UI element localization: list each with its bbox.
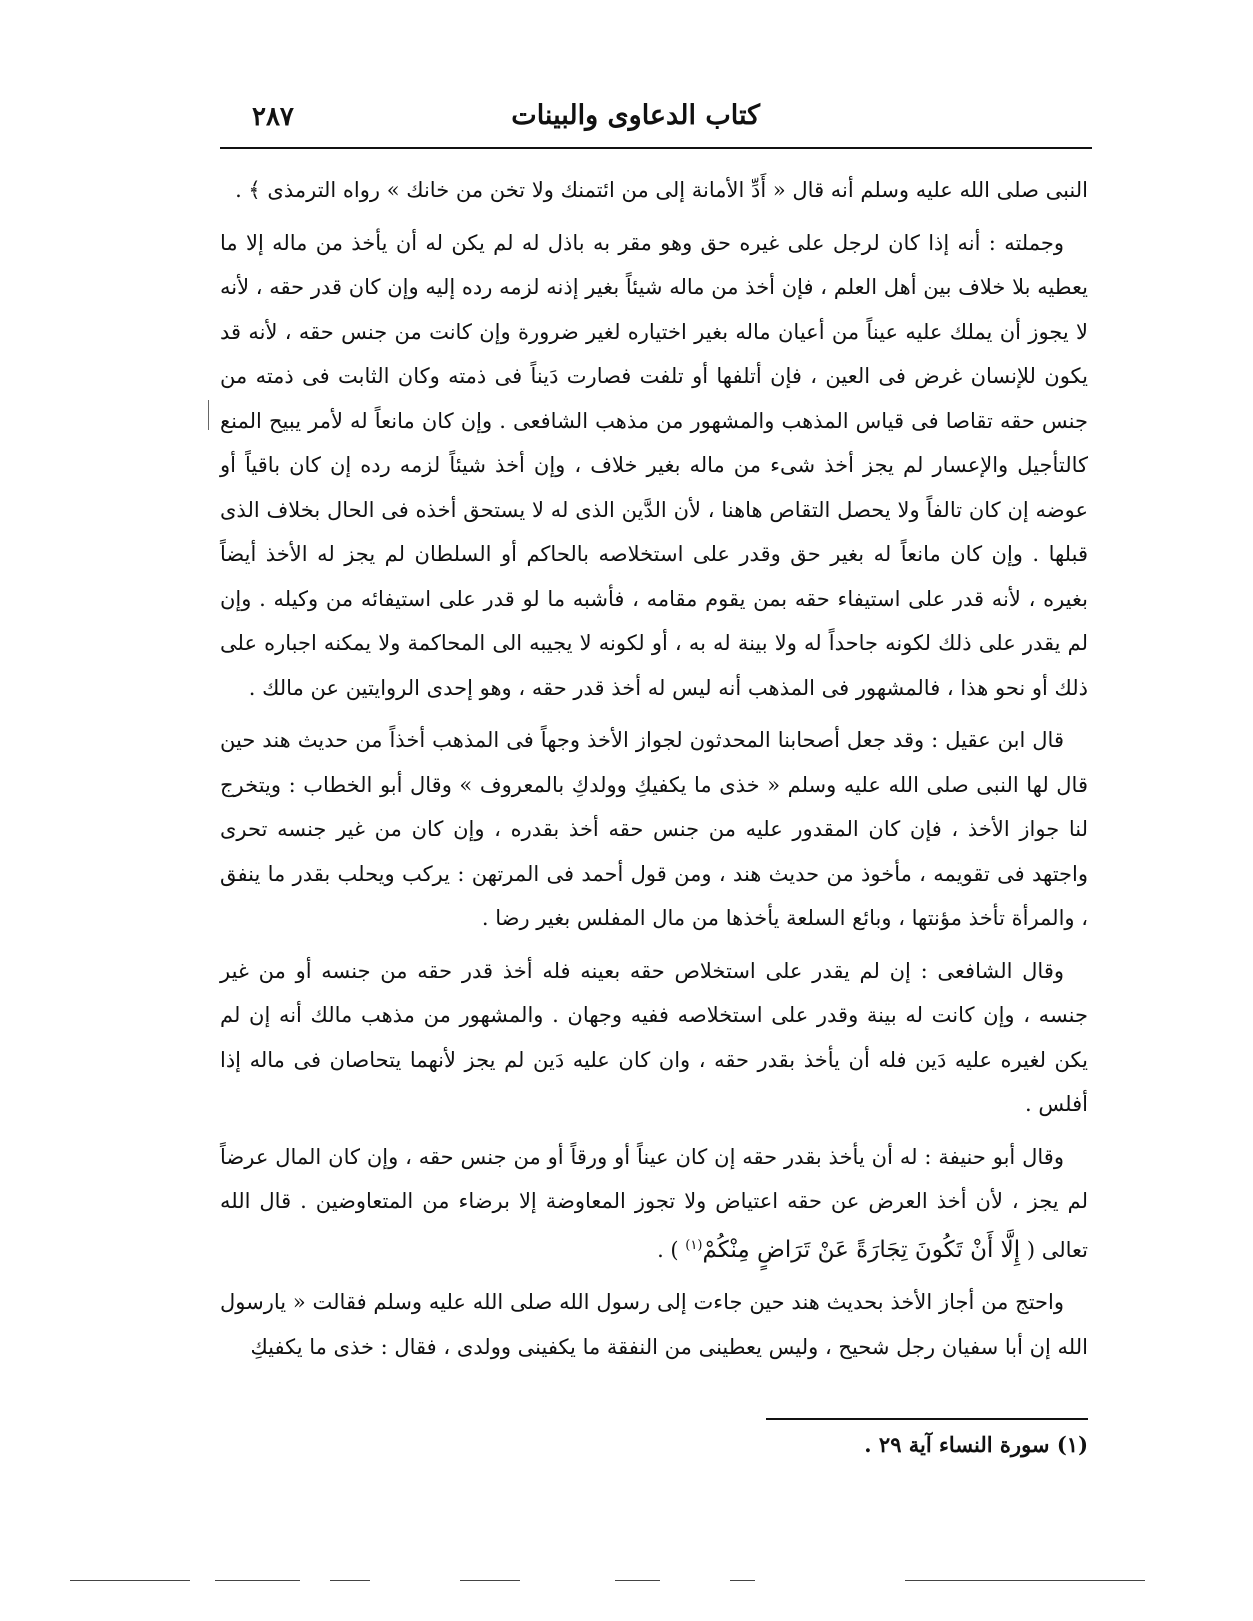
page-title: كتاب الدعاوى والبينات — [511, 100, 760, 131]
abu-hanifa-text: وقال أبو حنيفة : له أن يأخذ بقدر حقه إن كان عيناً أو ورقاً أو من جنس حقه ، وإن كان المال عرضاً لم يجز ، لأن أخذ العرض عن حقه اعتياض ولا تجوز المعاوضة إلا برضاء من المتعاوضين . قال الله تعالى ( — [220, 1144, 1088, 1262]
scan-artifact-line — [330, 1580, 370, 1581]
paragraph-hadith-continuation: النبى صلى الله عليه وسلم أنه قال « أَدِّ الأمانة إلى من ائتمنك ولا تخن من خانك » رواه الترمذى ﴾ . — [235, 178, 1088, 202]
scan-artifact-line — [730, 1580, 755, 1581]
scan-artifact-line — [460, 1580, 520, 1581]
quran-verse: إِلَّا أَنْ تَكُونَ تِجَارَةً عَنْ تَرَاضٍ مِنْكُمْ — [702, 1236, 1021, 1263]
paragraph-ibn-aqil: قال ابن عقيل : وقد جعل أصحابنا المحدثون لجواز الأخذ وجهاً فى المذهب أخذاً من حديث هند حين قال لها النبى صلى الله عليه وسلم « خذى ما يكفيكِ وولدكِ بالمعروف » وقال أبو الخطاب : ويتخرج لنا جواز الأخذ ، فإن كان المقدور عليه من جنس حقه أخذ بقدره ، وإن كان من غير جنسه تحرى واجتهد فى تقويمه ، مأخوذ من حديث هند ، ومن قول أحمد فى المرتهن : يركب ويحلب بقدر ما ينفق ، والمرأة تأخذ مؤنتها ، وبائع السلعة يأخذها من مال المفلس بغير رضا . — [220, 728, 1088, 930]
paragraph-summary: وجملته : أنه إذا كان لرجل على غيره حق وهو مقر به باذل له لم يكن له أن يأخذ من ماله إلا ما يعطيه بلا خلاف بين أهل العلم ، فإن أخذ من ماله شيئاً بغير إذنه لزمه رده إليه وإن كان قدر حقه ، لأنه لا يجوز أن يملك عليه عيناً من أعيان ماله بغير اختياره لغير ضرورة وإن كانت من جنس حقه ، لأنه قد يكون للإنسان غرض فى العين ، فإن أتلفها أو تلفت فصارت دَيناً فى ذمته وكان الثابت فى ذمته من جنس حقه تقاصا فى قياس المذهب والمشهور من مذهب الشافعى . وإن كان مانعاً له لأمر يبيح المنع كالتأجيل والإعسار لم يجز أخذ شىء من ماله بغير خلاف ، وإن أخذ شيئاً لزمه رده إن كان باقياً أو عوضه إن كان تالفاً ولا يحصل التقاص هاهنا ، لأن الدَّين الذى له لا يستحق أخذه فى الحال بخلاف الذى قبلها . وإن كان مانعاً له بغير حق وقدر على استخلاصه بالحاكم أو السلطان لم يجز له الأخذ أيضاً بغيره ، لأنه قدر على استيفاء حقه بمن يقوم مقامه ، فأشبه ما لو قدر على استيفائه من وكيله . وإن لم يقدر على ذلك لكونه جاحداً له ولا بينة له به ، أو لكونه لا يجيبه الى المحاكمة ولا يمكنه اجباره على ذلك أو نحو هذا ، فالمشهور فى المذهب أنه ليس له أخذ قدر حقه ، وهو إحدى الروايتين عن مالك . — [220, 230, 1088, 700]
paragraph-abu-hanifa — [220, 1135, 1088, 1273]
footnote-marker: (١) — [685, 1237, 703, 1253]
scan-artifact-line — [905, 1580, 1145, 1581]
paragraph-hind-hadith: واحتج من أجاز الأخذ بحديث هند حين جاءت إلى رسول الله صلى الله عليه وسلم فقالت « يارسول الله إن أبا سفيان رجل شحيح ، وليس يعطينى من النفقة ما يكفينى وولدى ، فقال : خذى ما يكفيكِ — [220, 1290, 1088, 1359]
footnote-divider — [766, 1418, 1088, 1420]
scan-artifact-line — [615, 1580, 660, 1581]
margin-mark — [208, 400, 209, 430]
scan-artifact-line — [215, 1580, 300, 1581]
header-divider — [220, 147, 1092, 149]
paragraph-shafii: وقال الشافعى : إن لم يقدر على استخلاص حقه بعينه فله أخذ قدر حقه من جنسه أو من غير جنسه ، وإن كانت له بينة وقدر على استخلاصه ففيه وجهان . والمشهور من مذهب مالك أنه إن لم يكن لغيره عليه دَين فله أن يأخذ بقدر حقه ، وان كان عليه دَين لم يجز لأنهما يتحاصان فى ماله إذا أفلس . — [220, 958, 1088, 1116]
footnote: (١) سورة النساء آية ٢٩ . — [864, 1432, 1088, 1457]
scan-artifact-line — [70, 1580, 190, 1581]
abu-hanifa-closing: ) . — [657, 1237, 686, 1262]
page-number: ٢٨٧ — [252, 102, 294, 132]
page-body — [220, 168, 1088, 1377]
page-header — [222, 96, 1090, 144]
